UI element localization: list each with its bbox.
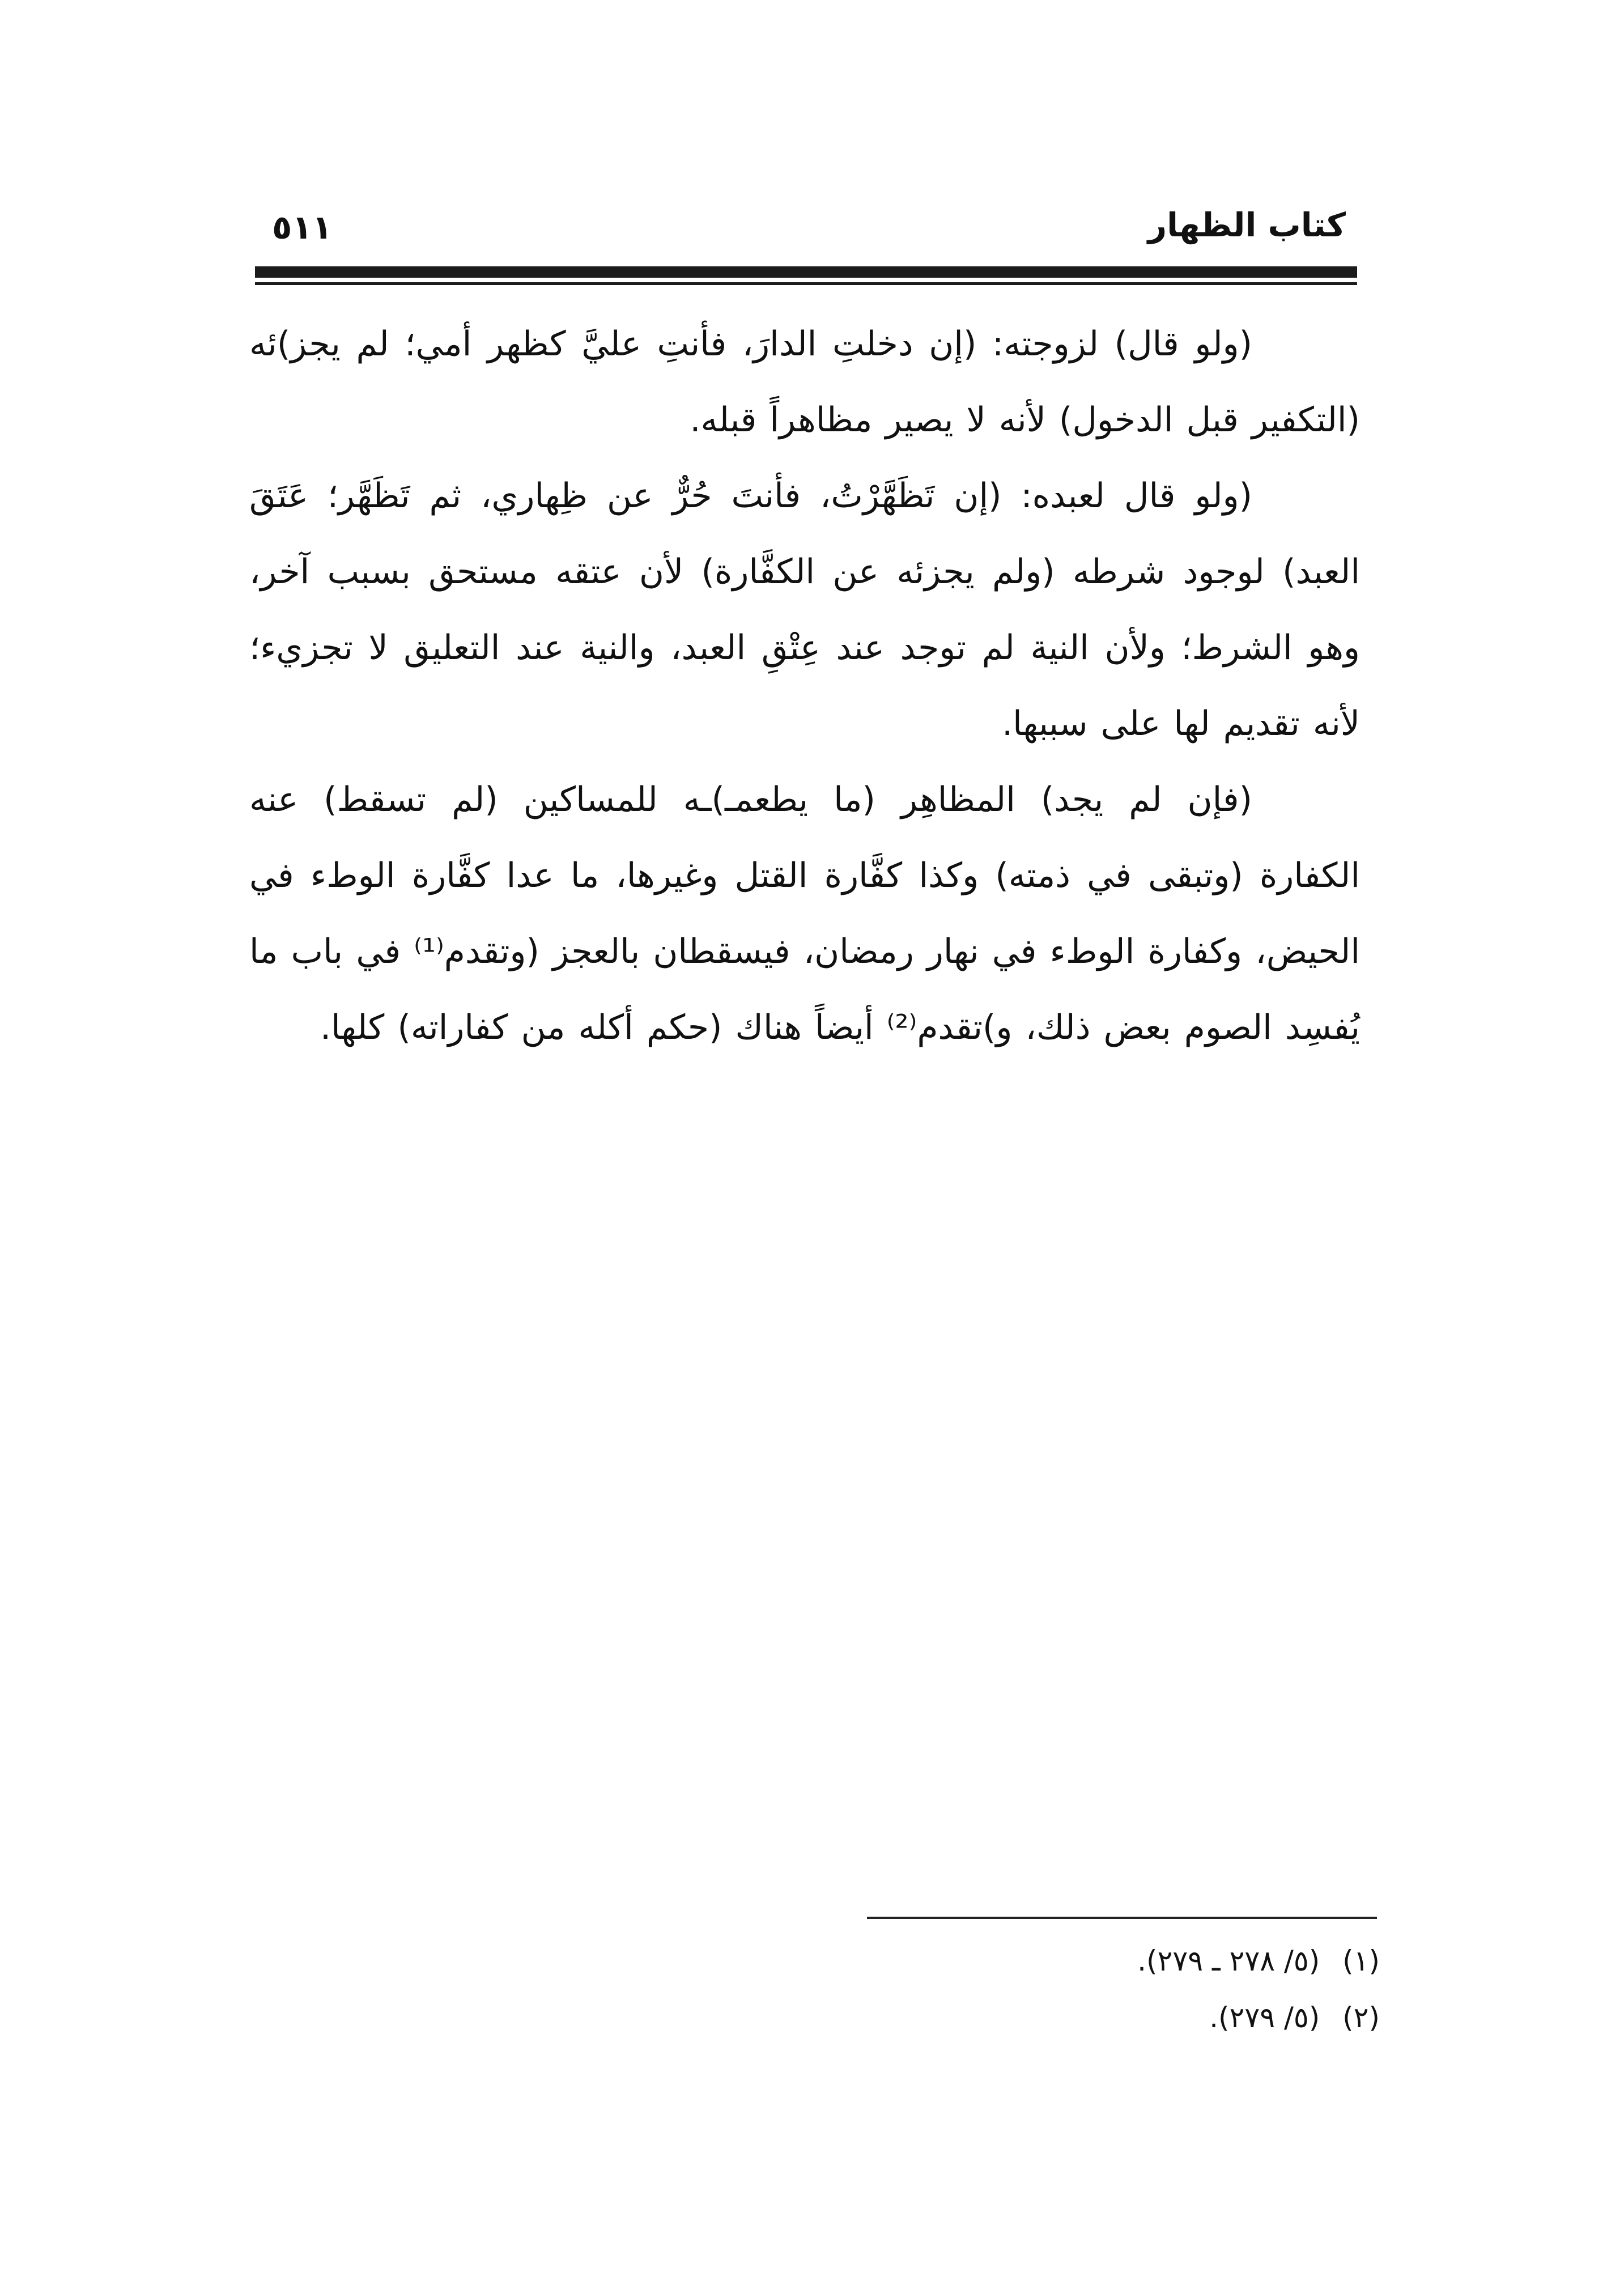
footnote-separator: [867, 1917, 1377, 1919]
footnote-1: [867, 1933, 1380, 1989]
footnote-2: [867, 1989, 1380, 2046]
footnote-number: (١): [1342, 1944, 1380, 1977]
footnote-text: (٥/ ٢٧٨ ـ ٢٧٩).: [1137, 1944, 1320, 1977]
page-number: ٥١١: [272, 208, 333, 247]
running-title: كتاب الظهار: [1147, 206, 1346, 244]
main-text: [249, 306, 1360, 1065]
header-rule-thin: [255, 282, 1357, 285]
footnote-text: (٥/ ٢٧٩).: [1209, 2001, 1320, 2034]
page-header: [255, 198, 1357, 255]
footnotes: [867, 1933, 1380, 2046]
footnote-number: (٢): [1342, 2001, 1380, 2034]
paragraph-3: (فإن لم يجد) المظاهِر (ما يطعمـ)ـه للمساكين (لم تسقط) عنه الكفارة (وتبقى في ذمته) وكذا كفَّارة القتل وغيرها، ما عدا كفَّارة الوطء في الحيض، وكفارة الوطء في نهار رمضان، فيسقطان بالعجز (وتقدم⁽¹⁾ في باب ما يُفسِد الصوم بعض ذلك، و)تقدم⁽²⁾ أيضاً هناك (حكم أكله من كفاراته) كلها.: [249, 780, 1360, 1047]
paragraph-2: (ولو قال لعبده: (إن تَظَهَّرْتُ، فأنتَ حُرٌّ عن ظِهاري، ثم تَظَهَّر؛ عَتَقَ العبد) لوجود شرطه (ولم يجزئه عن الكفَّارة) لأن عتقه مستحق بسبب آخر، وهو الشرط؛ ولأن النية لم توجد عند عِتْقِ العبد، والنية عند التعليق لا تجزيء؛ لأنه تقديم لها على سببها.: [249, 476, 1360, 744]
paragraph-1: (ولو قال) لزوجته: (إن دخلتِ الدارَ، فأنتِ عليَّ كظهر أمي؛ لم يجز)ئه (التكفير قبل الدخول) لأنه لا يصير مظاهراً قبله.: [249, 324, 1360, 440]
header-rule-thick: [255, 266, 1357, 278]
